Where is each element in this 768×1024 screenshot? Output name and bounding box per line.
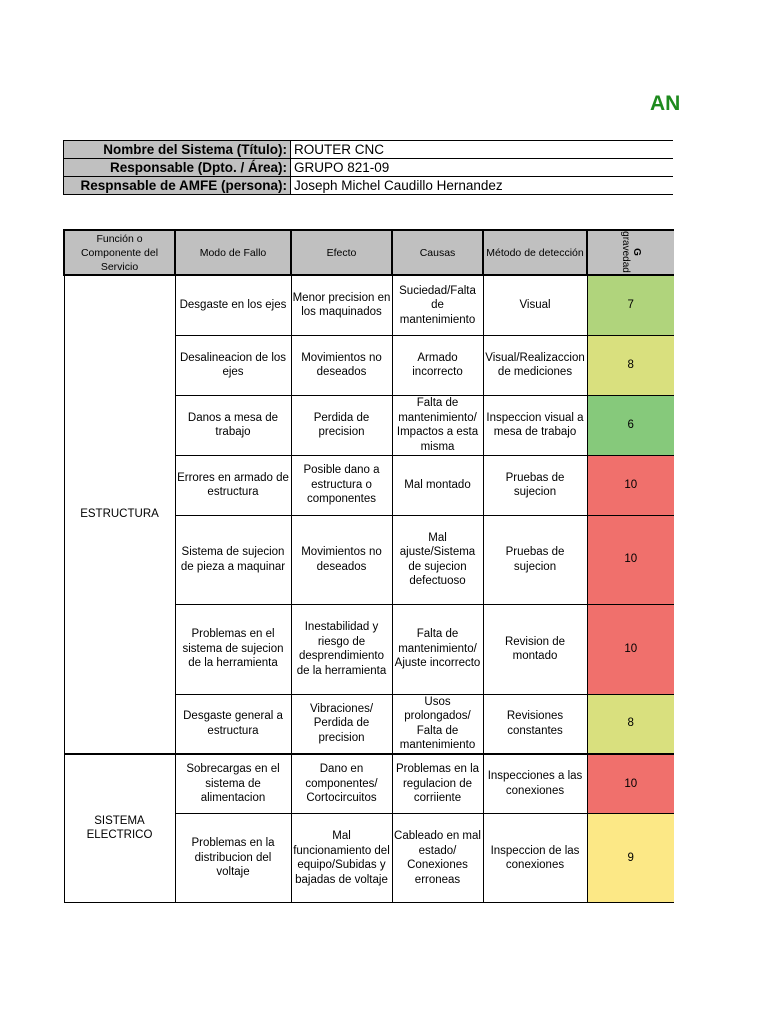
- function-cell: ESTRUCTURA: [64, 275, 175, 754]
- causas-cell: Usos prolongados/ Falta de mantenimiento: [392, 694, 483, 754]
- metodo-cell: Revisiones constantes: [483, 694, 587, 754]
- causas-cell: Armado incorrecto: [392, 335, 483, 395]
- metodo-cell: Pruebas de sujecion: [483, 455, 587, 515]
- efecto-cell: Vibraciones/ Perdida de precision: [291, 694, 392, 754]
- causas-cell: Cableado en mal estado/ Conexiones erroneas: [392, 814, 483, 903]
- info-label: Respnsable de AMFE (persona):: [64, 177, 291, 195]
- gravedad-cell: 10: [587, 754, 674, 814]
- causas-cell: Mal ajuste/Sistema de sujecion defectuoso: [392, 515, 483, 604]
- info-value[interactable]: Joseph Michel Caudillo Hernandez: [291, 177, 674, 195]
- info-value[interactable]: ROUTER CNC: [291, 141, 674, 159]
- efecto-cell: Posible dano a estructura o componentes: [291, 455, 392, 515]
- function-cell: SISTEMA ELECTRICO: [64, 754, 175, 903]
- modo-cell: Problemas en el sistema de sujecion de la herramienta: [175, 604, 291, 694]
- gravedad-letter: G: [630, 248, 642, 256]
- gravedad-word: gravedad: [619, 231, 631, 273]
- causas-cell: Falta de mantenimiento/ Impactos a esta misma: [392, 395, 483, 455]
- efecto-cell: Movimientos no deseados: [291, 335, 392, 395]
- info-label: Responsable (Dpto. / Área):: [64, 159, 291, 177]
- metodo-cell: Visual/Realizaccion de mediciones: [483, 335, 587, 395]
- efecto-cell: Perdida de precision: [291, 395, 392, 455]
- modo-cell: Desgaste en los ejes: [175, 275, 291, 335]
- metodo-cell: Revision de montado: [483, 604, 587, 694]
- modo-cell: Desgaste general a estructura: [175, 694, 291, 754]
- header-efecto: Efecto: [291, 230, 392, 275]
- causas-cell: Mal montado: [392, 455, 483, 515]
- page-title: AN: [650, 92, 681, 115]
- gravedad-cell: 8: [587, 694, 674, 754]
- amfe-table: [63, 229, 674, 903]
- table-row: [64, 754, 674, 814]
- modo-cell: Sistema de sujecion de pieza a maquinar: [175, 515, 291, 604]
- info-label: Nombre del Sistema (Título):: [64, 141, 291, 159]
- modo-cell: Desalineacion de los ejes: [175, 335, 291, 395]
- header-row: [64, 230, 674, 275]
- efecto-cell: Menor precision en los maquinados: [291, 275, 392, 335]
- gravedad-rotated-label: [620, 231, 642, 273]
- gravedad-cell: 10: [587, 604, 674, 694]
- metodo-cell: Visual: [483, 275, 587, 335]
- modo-cell: Errores en armado de estructura: [175, 455, 291, 515]
- gravedad-cell: 8: [587, 335, 674, 395]
- info-row: [64, 177, 674, 195]
- metodo-cell: Pruebas de sujecion: [483, 515, 587, 604]
- header-funcion: Función o Componente del Servicio: [64, 230, 175, 275]
- gravedad-cell: 10: [587, 455, 674, 515]
- gravedad-cell: 7: [587, 275, 674, 335]
- gravedad-cell: 10: [587, 515, 674, 604]
- modo-cell: Danos a mesa de trabajo: [175, 395, 291, 455]
- causas-cell: Falta de mantenimiento/ Ajuste incorrecto: [392, 604, 483, 694]
- info-value[interactable]: GRUPO 821-09: [291, 159, 674, 177]
- header-modo-fallo: Modo de Fallo: [175, 230, 291, 275]
- efecto-cell: Mal funcionamiento del equipo/Subidas y bajadas de voltaje: [291, 814, 392, 903]
- causas-cell: Suciedad/Falta de mantenimiento: [392, 275, 483, 335]
- header-metodo: Método de detección: [483, 230, 587, 275]
- metodo-cell: Inspecciones a las conexiones: [483, 754, 587, 814]
- system-info-table: [63, 140, 673, 195]
- metodo-cell: Inspeccion visual a mesa de trabajo: [483, 395, 587, 455]
- modo-cell: Problemas en la distribucion del voltaje: [175, 814, 291, 903]
- info-row: [64, 141, 674, 159]
- header-causas: Causas: [392, 230, 483, 275]
- efecto-cell: Dano en componentes/ Cortocircuitos: [291, 754, 392, 814]
- efecto-cell: Movimientos no deseados: [291, 515, 392, 604]
- causas-cell: Problemas en la regulacion de corriiente: [392, 754, 483, 814]
- efecto-cell: Inestabilidad y riesgo de desprendimiento de la herramienta: [291, 604, 392, 694]
- table-row: [64, 275, 674, 335]
- header-gravedad: [587, 230, 674, 275]
- gravedad-cell: 9: [587, 814, 674, 903]
- info-row: [64, 159, 674, 177]
- metodo-cell: Inspeccion de las conexiones: [483, 814, 587, 903]
- modo-cell: Sobrecargas en el sistema de alimentacion: [175, 754, 291, 814]
- gravedad-cell: 6: [587, 395, 674, 455]
